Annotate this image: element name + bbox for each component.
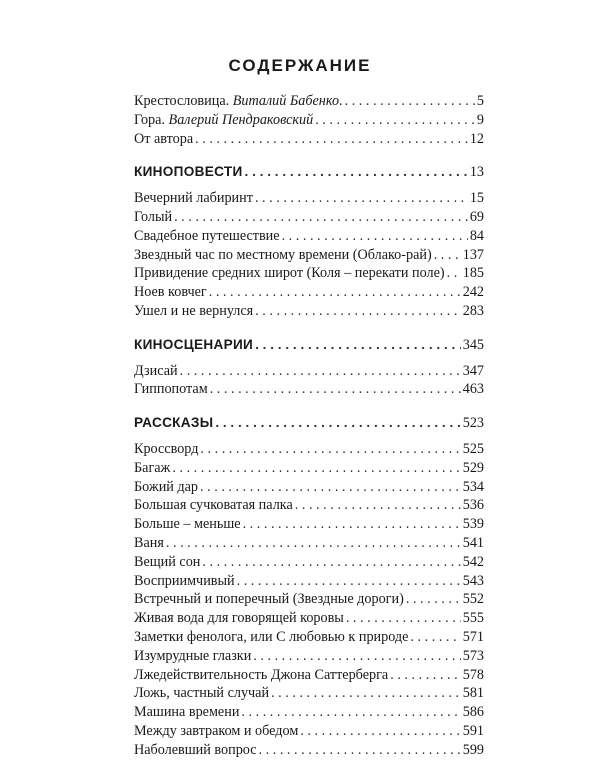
dot-leader [215, 414, 460, 433]
entry-label: Между завтраком и обедом [134, 722, 299, 739]
toc-entry[interactable] [134, 534, 484, 553]
dot-leader [255, 302, 461, 321]
entry-page-number: 573 [462, 647, 484, 664]
entry-page-number: 347 [462, 362, 484, 379]
dot-leader [202, 553, 460, 572]
entry-page-number: 534 [462, 478, 484, 495]
entry-author: Виталий Бабенко [232, 93, 340, 109]
entry-label: Крестословица. Виталий Бабенко. [134, 93, 343, 109]
toc-entry[interactable] [134, 553, 484, 572]
entry-label: Гиппопотам [134, 381, 208, 398]
dot-leader [241, 703, 460, 722]
section-heading[interactable] [134, 414, 484, 433]
entry-label: Кроссворд [134, 440, 199, 457]
table-of-contents [134, 92, 484, 760]
toc-entry[interactable] [134, 380, 484, 399]
entry-page-number: 525 [462, 440, 484, 457]
entry-page-number: 5 [476, 93, 484, 109]
toc-entry[interactable] [134, 722, 484, 741]
entry-label: Ушел и не вернулся [134, 302, 254, 319]
section-heading[interactable] [134, 163, 484, 182]
toc-entry[interactable] [134, 227, 484, 246]
dot-leader [253, 647, 460, 666]
entry-page-number: 571 [462, 628, 484, 645]
entry-label: Вещий сон [134, 553, 201, 570]
entry-label: Звездный час по местному времени (Облако-рай) [134, 246, 432, 263]
section-heading-label: РАССКАЗЫ [134, 415, 214, 431]
entry-page-number: 185 [462, 265, 484, 282]
dot-leader [172, 459, 460, 478]
entry-author: Валерий Пендраковский [168, 111, 314, 128]
entry-label: Вечерний лабиринт [134, 190, 253, 207]
entry-label: От автора [134, 130, 194, 147]
toc-section [134, 414, 484, 759]
dot-leader [180, 362, 461, 381]
entry-page-number: 137 [462, 246, 484, 263]
entry-label: Машина времени [134, 704, 240, 721]
toc-entry[interactable] [134, 496, 484, 515]
entry-page-number: 529 [462, 459, 484, 476]
toc-entry[interactable] [134, 111, 484, 130]
toc-entry[interactable] [134, 130, 484, 149]
dot-leader [200, 440, 460, 459]
entry-label: Свадебное путешествие [134, 227, 280, 244]
entry-label: Багаж [134, 459, 171, 476]
entry-label: Большая сучковатая палка [134, 497, 293, 514]
dot-leader [210, 380, 461, 399]
entry-label: Изумрудные глазки [134, 647, 252, 664]
dot-leader [255, 189, 468, 208]
toc-entry[interactable] [134, 264, 484, 283]
dot-leader [166, 534, 461, 553]
dot-leader [255, 336, 461, 355]
dot-leader [245, 163, 468, 182]
entry-label: Лжедействительность Джона Саттерберга [134, 666, 389, 683]
entry-label: Божий дар [134, 478, 199, 495]
intro-entries [134, 92, 484, 148]
entry-label: Привидение средних широт (Коля – перекати поле) [134, 265, 445, 282]
toc-entry[interactable] [134, 92, 484, 111]
dot-leader [174, 208, 468, 227]
entry-label: Ложь, частный случай [134, 685, 270, 702]
toc-entry[interactable] [134, 208, 484, 227]
dot-leader [346, 609, 461, 628]
entry-page-number: 541 [462, 534, 484, 551]
entry-label: Восприимчивый [134, 572, 235, 589]
toc-entry[interactable] [134, 572, 484, 591]
toc-entry[interactable] [134, 684, 484, 703]
dot-leader [315, 111, 475, 130]
toc-entry[interactable] [134, 283, 484, 302]
entry-page-number: 555 [462, 610, 484, 627]
section-heading-label: КИНОПОВЕСТИ [134, 164, 243, 180]
entry-page-number: 9 [476, 111, 484, 128]
entry-page-number: 542 [462, 553, 484, 570]
toc-entry[interactable] [134, 440, 484, 459]
dot-leader [282, 227, 468, 246]
entry-page-number: 581 [462, 685, 484, 702]
toc-entry[interactable] [134, 478, 484, 497]
entry-page-number: 586 [462, 704, 484, 721]
entry-page-number: 345 [462, 336, 484, 353]
entry-label: Живая вода для говорящей коровы [134, 610, 344, 627]
entry-page-number: 463 [462, 381, 484, 398]
dot-leader [237, 572, 461, 591]
toc-entry[interactable] [134, 459, 484, 478]
entry-page-number: 536 [462, 497, 484, 514]
toc-entry[interactable] [134, 246, 484, 265]
toc-entry[interactable] [134, 515, 484, 534]
toc-entry[interactable] [134, 362, 484, 381]
dot-leader [390, 666, 460, 685]
entry-page-number: 15 [469, 190, 484, 207]
entry-page-number: 599 [462, 741, 484, 758]
toc-entry[interactable] [134, 609, 484, 628]
dot-leader [243, 515, 461, 534]
entry-label: Ваня [134, 534, 164, 551]
dot-leader [259, 741, 461, 760]
section-heading-label: КИНОСЦЕНАРИИ [134, 336, 254, 352]
toc-entry[interactable] [134, 666, 484, 685]
entry-label: Дзисай [134, 362, 178, 379]
section-heading[interactable] [134, 336, 484, 355]
dot-leader [434, 246, 461, 265]
toc-section [134, 336, 484, 399]
entry-page-number: 552 [462, 591, 484, 608]
toc-section [134, 163, 484, 320]
entry-page-number: 578 [462, 666, 484, 683]
toc-entry[interactable] [134, 703, 484, 722]
entry-page-number: 84 [469, 227, 484, 244]
dot-leader [195, 130, 468, 149]
entry-page-number: 543 [462, 572, 484, 589]
entry-label: Наболевший вопрос [134, 741, 257, 758]
page-title: СОДЕРЖАНИЕ [228, 56, 372, 75]
toc-entry[interactable] [134, 302, 484, 321]
entry-page-number: 13 [469, 164, 484, 181]
entry-label: Больше – меньше [134, 516, 241, 533]
dot-leader [209, 283, 461, 302]
toc-entry[interactable] [134, 590, 484, 609]
dot-leader [345, 92, 475, 111]
entry-page-number: 69 [469, 208, 484, 225]
entry-label: Заметки фенолога, или С любовью к природе [134, 628, 409, 645]
dot-leader [295, 496, 461, 515]
toc-sections [134, 163, 484, 759]
entry-page-number: 12 [469, 130, 484, 147]
toc-entry[interactable] [134, 741, 484, 760]
entry-page-number: 539 [462, 516, 484, 533]
entry-page-number: 283 [462, 302, 484, 319]
entry-page-number: 591 [462, 722, 484, 739]
toc-entry[interactable] [134, 189, 484, 208]
entry-label: Встречный и поперечный (Звездные дороги) [134, 591, 404, 608]
dot-leader [410, 628, 460, 647]
dot-leader [271, 684, 461, 703]
entry-page-number: 242 [462, 284, 484, 301]
toc-entry[interactable] [134, 628, 484, 647]
entry-label: Ноев ковчег [134, 284, 207, 301]
dot-leader [300, 722, 460, 741]
entry-label: Голый [134, 208, 173, 225]
dot-leader [406, 590, 461, 609]
dot-leader [447, 264, 461, 283]
dot-leader [200, 478, 461, 497]
entry-label: Гора. Валерий Пендраковский [134, 111, 314, 128]
entry-page-number: 523 [462, 415, 484, 432]
toc-entry[interactable] [134, 647, 484, 666]
